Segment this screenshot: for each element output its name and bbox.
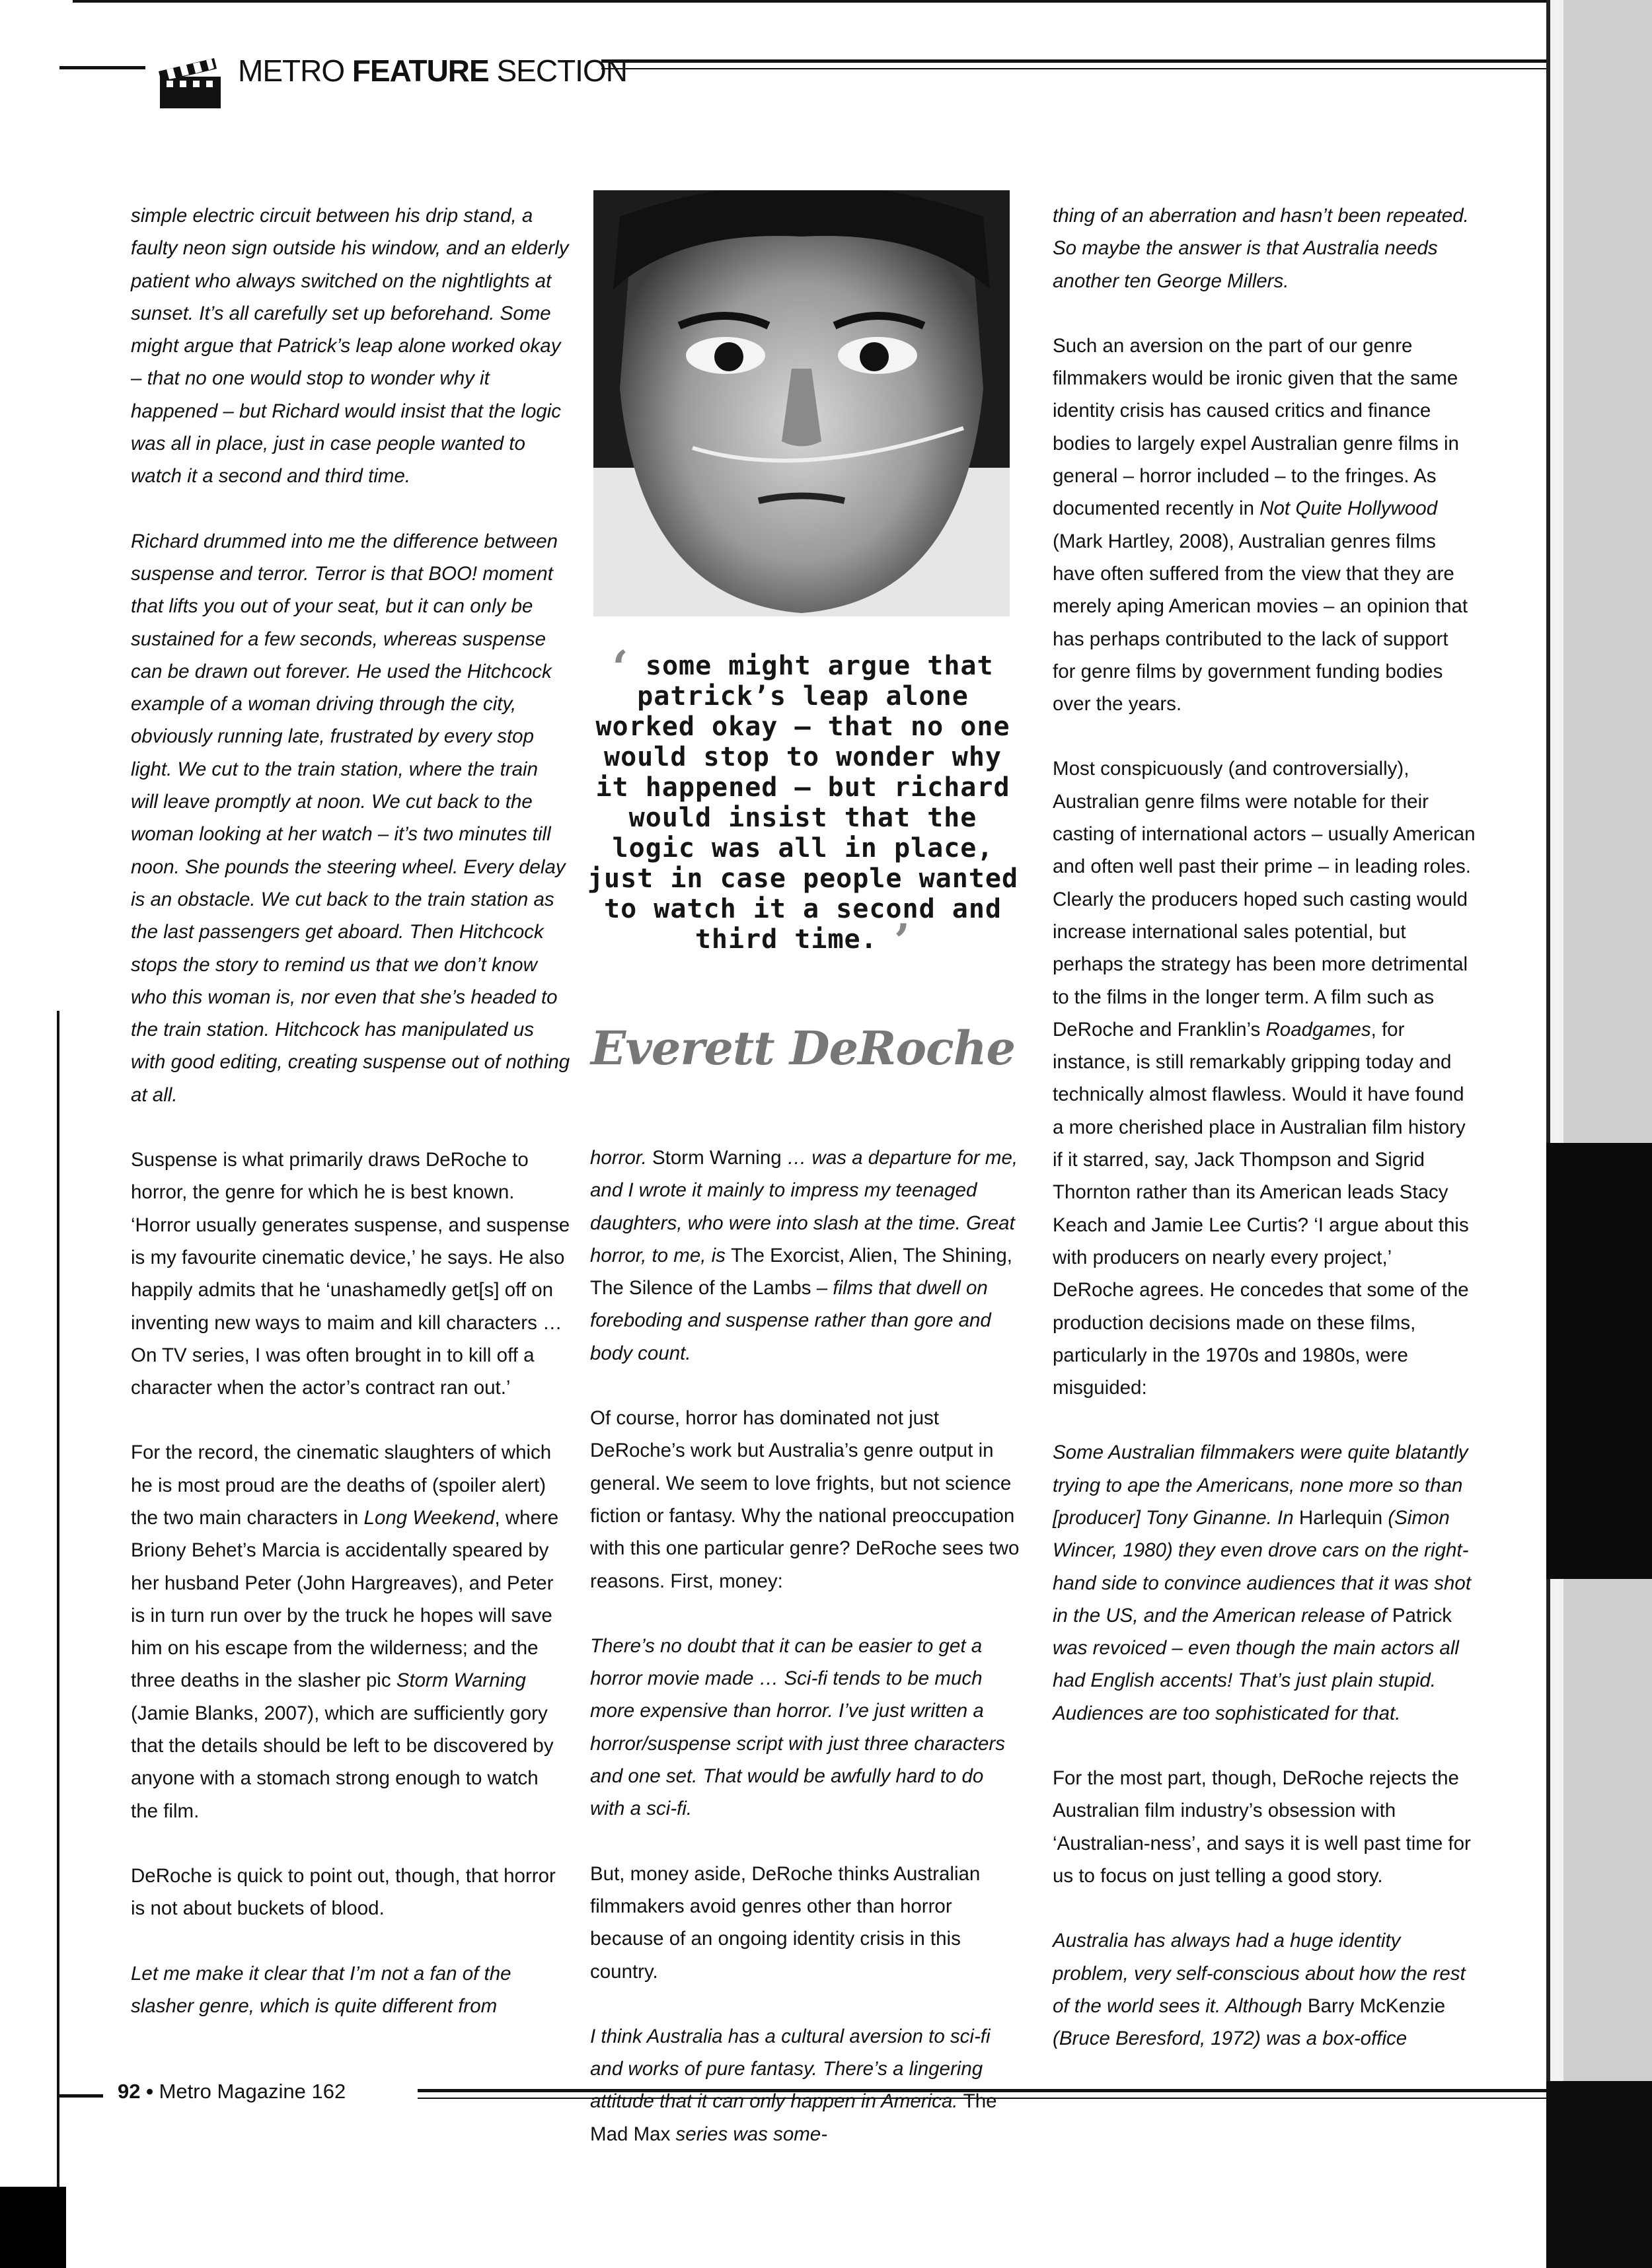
film-title: Long Weekend [363, 1506, 495, 1529]
scan-edge [1546, 0, 1652, 2268]
paragraph: horror. Storm Warning … was a departure for me, and I wrote it mainly to impress my teenaged daughters, who were into slash at the time. Great horror, to me, is The Exorcist, Alien, The Shining, The Silence of the Lambs – films that dwell on foreboding and suspense rather than gore and body count. [590, 1147, 1018, 1364]
film-title: Roadgames [1265, 1018, 1371, 1041]
film-title: Not Quite Hollywood [1259, 497, 1438, 520]
section-title-bold: FEATURE [352, 54, 489, 88]
pull-quote-attribution: Everett DeRoche [590, 1021, 1016, 1076]
header-rule-right [601, 59, 1546, 69]
paragraph: Some Australian filmmakers were quite blatantly trying to ape the Americans, none more so than [producer] Tony Ginanne. In Harlequin (Simon Wincer, 1980) they even drove cars on the right-hand side to convince audiences that it was shot in the US, and the American release of Patrick was revoiced – even though the main actors all had English accents! That’s just plain stupid. Audiences are too sophisticated for that. [1053, 1442, 1472, 1724]
paragraph: Australia has always had a huge identity problem, very self-conscious about how the rest of the world sees it. Although Barry McKenzie (Bruce Beresford, 1972) was a box-office [1053, 1930, 1466, 2050]
section-header [59, 40, 1546, 112]
pull-quote-text: some might argue that patrick’s leap alone worked okay – that no one would stop to wonder why it happened – but richard would insist that the logic was all in place, just in case people wanted to watch it a second and third time. [587, 651, 1019, 955]
paragraph: Such an aversion on the part of our genre filmmakers would be ironic given that the same identity crisis has caused critics and finance bodies to largely expel Australian genre films in general – horror included – to the fringes. As documented recently in Not Quite Hollywood (Mark Hartley, 2008), Australian genres films have often suffered from the view that they are merely aping American movies – an opinion that has perhaps contributed to the lack of support for genre films by government funding bodies over the years. [1053, 334, 1468, 715]
scan-corner [0, 2187, 66, 2268]
paragraph: thing of an aberration and hasn’t been repeated. So maybe the answer is that Australia needs another ten George Millers. [1053, 205, 1469, 292]
footer-bullet: • [146, 2080, 153, 2103]
pull-quote [582, 640, 1024, 969]
paragraph: But, money aside, DeRoche thinks Australian filmmakers avoid genres other than horror because of an ongoing identity crisis in this country. [590, 1862, 981, 1983]
paragraph: For the record, the cinematic slaughters of which he is most proud are the deaths of (spoiler alert) the two main characters in Long Weekend, where Briony Behet’s Marcia is accidentally speared by her husband Peter (John Hargreaves), and Peter is in turn run over by the truck he hopes will save him on his escape from the wilderness; and the three deaths in the slasher pic Storm Warning (Jamie Blanks, 2007), which are sufficiently gory that the details should be left to be discovered by anyone with a stomach strong enough to watch the film. [131, 1442, 559, 1822]
portrait-photo [593, 190, 1010, 616]
paragraph: Suspense is what primarily draws DeRoche to horror, the genre for which he is best known. ‘Horror usually generates suspense, and suspense is my favourite cinematic device,’ he says. He also happily admits that he ‘unashamedly get[s] off on inventing new ways to maim and kill characters … On TV series, I was often brought in to kill off a character when the actor’s contract ran out.’ [131, 1149, 570, 1399]
section-title [238, 53, 627, 89]
page-top-edge [73, 0, 1546, 3]
section-title-suffix: SECTION [496, 54, 627, 88]
film-title: Patrick [1392, 1604, 1452, 1627]
paragraph: Let me make it clear that I’m not a fan of the slasher genre, which is quite different from [131, 1962, 511, 2017]
paragraph: For the most part, though, DeRoche rejects the Australian film industry’s obsession with ‘Australian-ness’, and says it is well past time for us to focus on just telling a good story. [1053, 1767, 1471, 1887]
header-rule-left [59, 66, 145, 69]
film-titles: The Exorcist, Alien, The Shining, The Silence of the Lambs [590, 1244, 1012, 1299]
column-3 [1053, 200, 1476, 2055]
paragraph: Of course, horror has dominated not just DeRoche’s work but Australia’s genre output in general. We seem to love frights, but not science fiction or fantasy. Why the national preoccupation with this one particular genre? DeRoche sees two reasons. First, money: [590, 1407, 1020, 1592]
column-2 [590, 1142, 1021, 2150]
magazine-name: Metro Magazine 162 [159, 2080, 346, 2103]
film-title: Barry McKenzie [1307, 1994, 1446, 2017]
footer-rule-left [57, 2094, 103, 2098]
section-title-prefix: METRO [238, 54, 345, 88]
clapperboard-icon [157, 57, 222, 110]
page-footer [57, 2074, 1546, 2114]
film-title: Storm Warning [396, 1669, 526, 1692]
paragraph: simple electric circuit between his drip stand, a faulty neon sign outside his window, and an elderly patient who always switched on the nightlights at sunset. It’s all carefully set up beforehand. Some might argue that Patrick’s leap alone worked okay – that no one would stop to wonder why it happened – but Richard would insist that the logic was all in place, just in case people wanted to watch it a second and third time. [131, 205, 569, 488]
open-quote-mark: ‘ [612, 640, 629, 695]
paragraph: I think Australia has a cultural aversion to sci-fi and works of pure fantasy. There’s a lingering attitude that it can only happen in America. The Mad Max series was some- [590, 2025, 997, 2145]
paragraph: DeRoche is quick to point out, though, that horror is not about buckets of blood. [131, 1864, 556, 1920]
footer-text [118, 2080, 346, 2103]
film-title: Harlequin [1298, 1506, 1383, 1529]
page-number: 92 [118, 2080, 141, 2103]
paragraph: Most conspicuously (and controversially), Australian genre films were notable for their casting of international actors – usually American and often well past their prime – in leading roles. Clearly the producers hoped such casting would increase international sales potential, but perhaps the strategy has been more detrimental to the films in the longer term. A film such as DeRoche and Franklin’s Roadgames, for instance, is still remarkably gripping today and technically almost flawless. Would it have found a more cherished place in Australian film history if it starred, say, Jack Thompson and Sigrid Thornton rather than its American leads Stacy Keach and Jamie Lee Curtis? ‘I argue about this with producers on nearly every project,’ DeRoche agrees. He concedes that some of the production decisions made on these films, particularly in the 1970s and 1980s, were misguided: [1053, 758, 1476, 1399]
paragraph: There’s no doubt that it can be easier to get a horror movie made … Sci-fi tends to be much more expensive than horror. I’ve just written a horror/suspense script with just three characters and one set. That would be awfully hard to do with a sci-fi. [590, 1634, 1005, 1820]
close-quote-mark: ’ [893, 914, 911, 969]
column-1 [131, 200, 570, 2022]
paragraph: Richard drummed into me the difference between suspense and terror. Terror is that BOO! moment that lifts you out of your seat, but it can only be sustained for a few seconds, whereas suspense can be drawn out forever. He used the Hitchcock example of a woman driving through the city, obviously running late, frustrated by every stop light. We cut to the train station, where the train will leave promptly at noon. We cut back to the woman looking at her watch – it’s two minutes till noon. She pounds the steering wheel. Every delay is an obstacle. We cut back to the train station as the last passengers get aboard. Then Hitchcock stops the story to remind us that we don’t know who this woman is, nor even that she’s headed to the train station. Hitchcock has manipulated us with good editing, creating suspense out of nothing at all. [131, 530, 570, 1106]
film-title: The Mad Max [590, 2090, 997, 2145]
footer-rule-right [418, 2089, 1546, 2099]
film-title: Storm Warning [652, 1147, 782, 1169]
